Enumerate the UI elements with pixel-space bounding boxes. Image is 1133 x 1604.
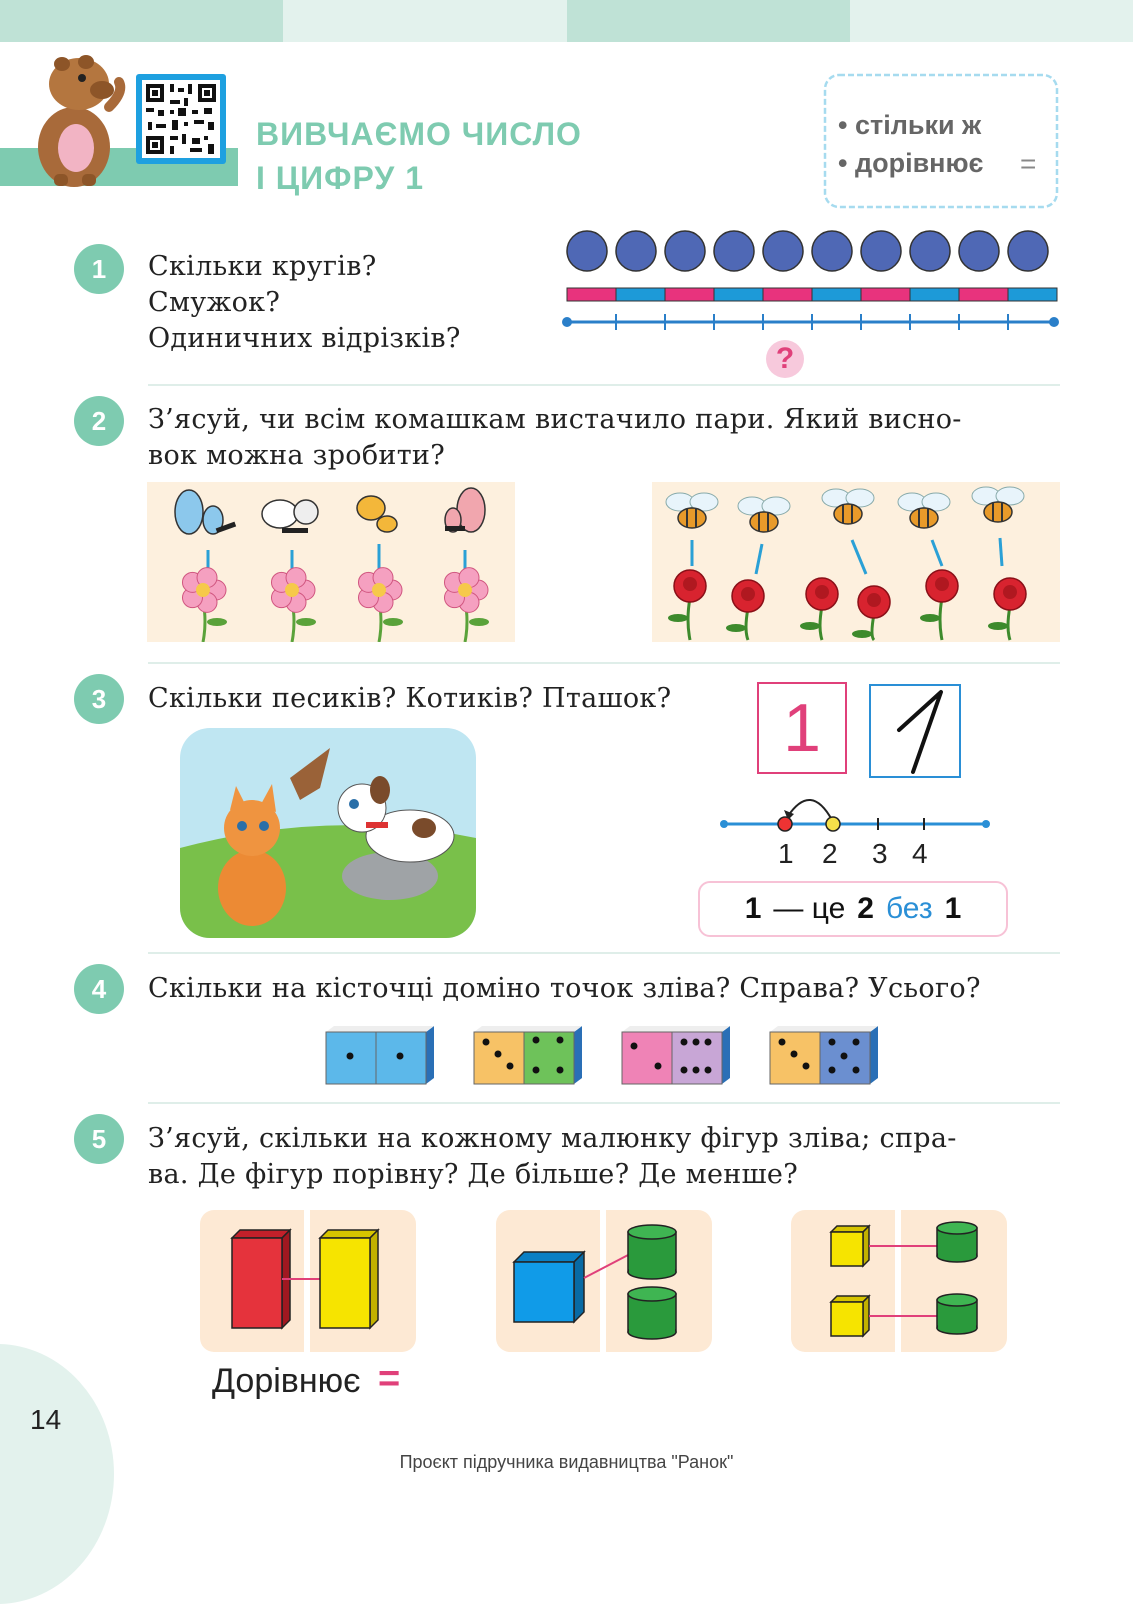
- title-line-2: І ЦИФРУ 1: [256, 160, 424, 196]
- vocab-equals-sign: =: [1020, 148, 1037, 179]
- shape-comparison-box-2: [496, 1210, 712, 1352]
- domino-tile: [474, 1026, 582, 1084]
- number-line-1-4: [716, 790, 996, 840]
- pink-flower: [358, 568, 403, 642]
- publisher-note: Проєкт підручника видавництва "Ранок": [399, 1452, 734, 1472]
- caption-part: без: [885, 892, 933, 925]
- top-bar-segment: [567, 0, 850, 42]
- top-bar-segment: [0, 0, 283, 42]
- task-4-question: Скільки на кісточці доміно точок зліва? Справа? Усього?: [148, 973, 981, 1004]
- page-number: 14: [30, 1404, 62, 1435]
- domino-pip: [791, 1051, 798, 1058]
- strip-segment: [714, 288, 763, 301]
- equals-caption: Дорівнює: [212, 1362, 361, 1400]
- equals-sign: =: [378, 1358, 401, 1400]
- printed-digit-box: 1: [757, 682, 847, 774]
- question-line: З’ясуй, чи всім комашкам вистачило пари. Який висно-: [148, 404, 962, 435]
- domino-pip: [829, 1039, 836, 1046]
- strip-segment: [616, 288, 665, 301]
- separator: [148, 662, 1060, 664]
- task-1-question: [148, 249, 461, 357]
- caption-part: — це: [773, 892, 846, 925]
- bee: [972, 487, 1024, 522]
- strip-segment: [861, 288, 910, 301]
- domino-pip: [557, 1037, 564, 1044]
- domino-pip: [533, 1037, 540, 1044]
- strip-segment: [910, 288, 959, 301]
- task-number-1: 1: [74, 244, 124, 294]
- bees-flowers-icon: [652, 482, 1060, 642]
- domino-tile: [770, 1026, 878, 1084]
- question-line: Одиничних відрізків?: [148, 323, 461, 354]
- domino-pip: [483, 1039, 490, 1046]
- title-line-1: ВИВЧАЄМО ЧИСЛО: [256, 116, 582, 152]
- number-line-label: 2: [822, 838, 838, 869]
- domino-pip: [655, 1063, 662, 1070]
- strip-segment: [959, 288, 1008, 301]
- counting-circle: [1008, 231, 1048, 271]
- cubes-cylinders-icon: [791, 1210, 1007, 1352]
- cat-dog-bird-icon: [180, 728, 476, 938]
- prisms-icon: [200, 1210, 416, 1352]
- task-3-question: Скільки песиків? Котиків? Пташок?: [148, 683, 672, 714]
- domino-pip: [779, 1039, 786, 1046]
- counting-circle: [959, 231, 999, 271]
- strip-segment: [1008, 288, 1057, 301]
- red-flower: [800, 578, 838, 640]
- separator: [148, 1102, 1060, 1104]
- red-flower: [726, 580, 764, 640]
- counting-circle: [665, 231, 705, 271]
- task-number-3: 3: [74, 674, 124, 724]
- cube-cylinders-icon: [496, 1210, 712, 1352]
- pink-flower: [271, 568, 316, 642]
- question-line: ва. Де фігур порівну? Де більше? Де менше?: [148, 1159, 798, 1190]
- domino-pip: [829, 1067, 836, 1074]
- strip-segment: [567, 288, 616, 301]
- counting-circle: [616, 231, 656, 271]
- capybara-mascot-icon: [24, 52, 136, 188]
- page-corner-shape: [0, 1344, 114, 1604]
- qr-code-frame[interactable]: [136, 74, 226, 164]
- task-1-illustration: [560, 226, 1070, 382]
- red-flower: [920, 570, 958, 640]
- bee: [666, 493, 718, 528]
- question-line: вок можна зробити?: [148, 440, 446, 471]
- domino-pip: [705, 1039, 712, 1046]
- strip-segment: [665, 288, 714, 301]
- domino-pip: [853, 1067, 860, 1074]
- number-line-label: 4: [912, 838, 928, 869]
- domino-pip: [693, 1039, 700, 1046]
- counting-circle: [763, 231, 803, 271]
- pink-flower: [444, 568, 489, 642]
- shape-comparison-box-1: [200, 1210, 416, 1352]
- caption-part: 2: [857, 892, 874, 925]
- domino-pip: [853, 1039, 860, 1046]
- red-flower: [988, 578, 1026, 640]
- bees-panel: [652, 482, 1060, 642]
- counting-circle: [714, 231, 754, 271]
- domino-pip: [557, 1067, 564, 1074]
- counting-circle: [910, 231, 950, 271]
- vocab-item: • дорівнює: [838, 148, 984, 178]
- top-bar-segment: [283, 0, 567, 42]
- domino-pip: [495, 1051, 502, 1058]
- cat-dog-bird-picture: [180, 728, 476, 938]
- vocabulary-box: [838, 106, 983, 182]
- domino-pip: [631, 1043, 638, 1050]
- task-number-2: 2: [74, 396, 124, 446]
- domino-pip: [397, 1053, 404, 1060]
- bee: [822, 489, 874, 524]
- domino-pip: [681, 1067, 688, 1074]
- strip-segment: [763, 288, 812, 301]
- butterflies-flowers-icon: [147, 482, 515, 642]
- question-line: Скільки кругів?: [148, 251, 377, 282]
- domino-pip: [681, 1039, 688, 1046]
- task-5-question: [148, 1121, 957, 1193]
- domino-pip: [705, 1067, 712, 1074]
- number-line-label: 3: [872, 838, 888, 869]
- counting-circle: [861, 231, 901, 271]
- question-line: Смужок?: [148, 287, 281, 318]
- handwritten-digit-box: [869, 684, 961, 778]
- red-flower: [668, 570, 706, 640]
- pink-flower: [182, 568, 227, 642]
- strip-row: [567, 288, 1057, 301]
- domino-pip: [803, 1063, 810, 1070]
- domino-tile: [622, 1026, 730, 1084]
- separator: [148, 384, 1060, 386]
- caption-part: 1: [944, 892, 962, 925]
- number-line-label: 1: [778, 838, 794, 869]
- bee: [898, 493, 950, 528]
- handwritten-one-icon: [871, 686, 959, 776]
- qr-code-icon: [142, 80, 220, 158]
- question-line: З’ясуй, скільки на кожному малюнку фігур зліва; спра-: [148, 1123, 957, 1154]
- caption-part: 1: [744, 892, 762, 925]
- strip-segment: [812, 288, 861, 301]
- top-bar-segment: [850, 0, 1133, 42]
- domino-tile: [326, 1026, 434, 1084]
- butterflies-panel: [147, 482, 515, 642]
- domino-pip: [533, 1067, 540, 1074]
- domino-pip: [347, 1053, 354, 1060]
- domino-pip: [693, 1067, 700, 1074]
- caption-box: [698, 881, 1008, 937]
- page-title: [256, 112, 582, 200]
- domino-pip: [841, 1053, 848, 1060]
- counting-circle: [567, 231, 607, 271]
- shape-comparison-box-3: [791, 1210, 1007, 1352]
- task-number-5: 5: [74, 1114, 124, 1164]
- vocab-item: • стільки ж: [838, 110, 982, 140]
- separator: [148, 952, 1060, 954]
- task-2-question: [148, 402, 962, 474]
- domino-pip: [507, 1063, 514, 1070]
- circle-row: [567, 231, 1048, 271]
- bee: [738, 497, 790, 532]
- domino-row: [320, 1022, 890, 1088]
- red-flower: [852, 586, 890, 640]
- counting-circle: [812, 231, 852, 271]
- task-number-4: 4: [74, 964, 124, 1014]
- question-mark-badge: ?: [766, 340, 804, 378]
